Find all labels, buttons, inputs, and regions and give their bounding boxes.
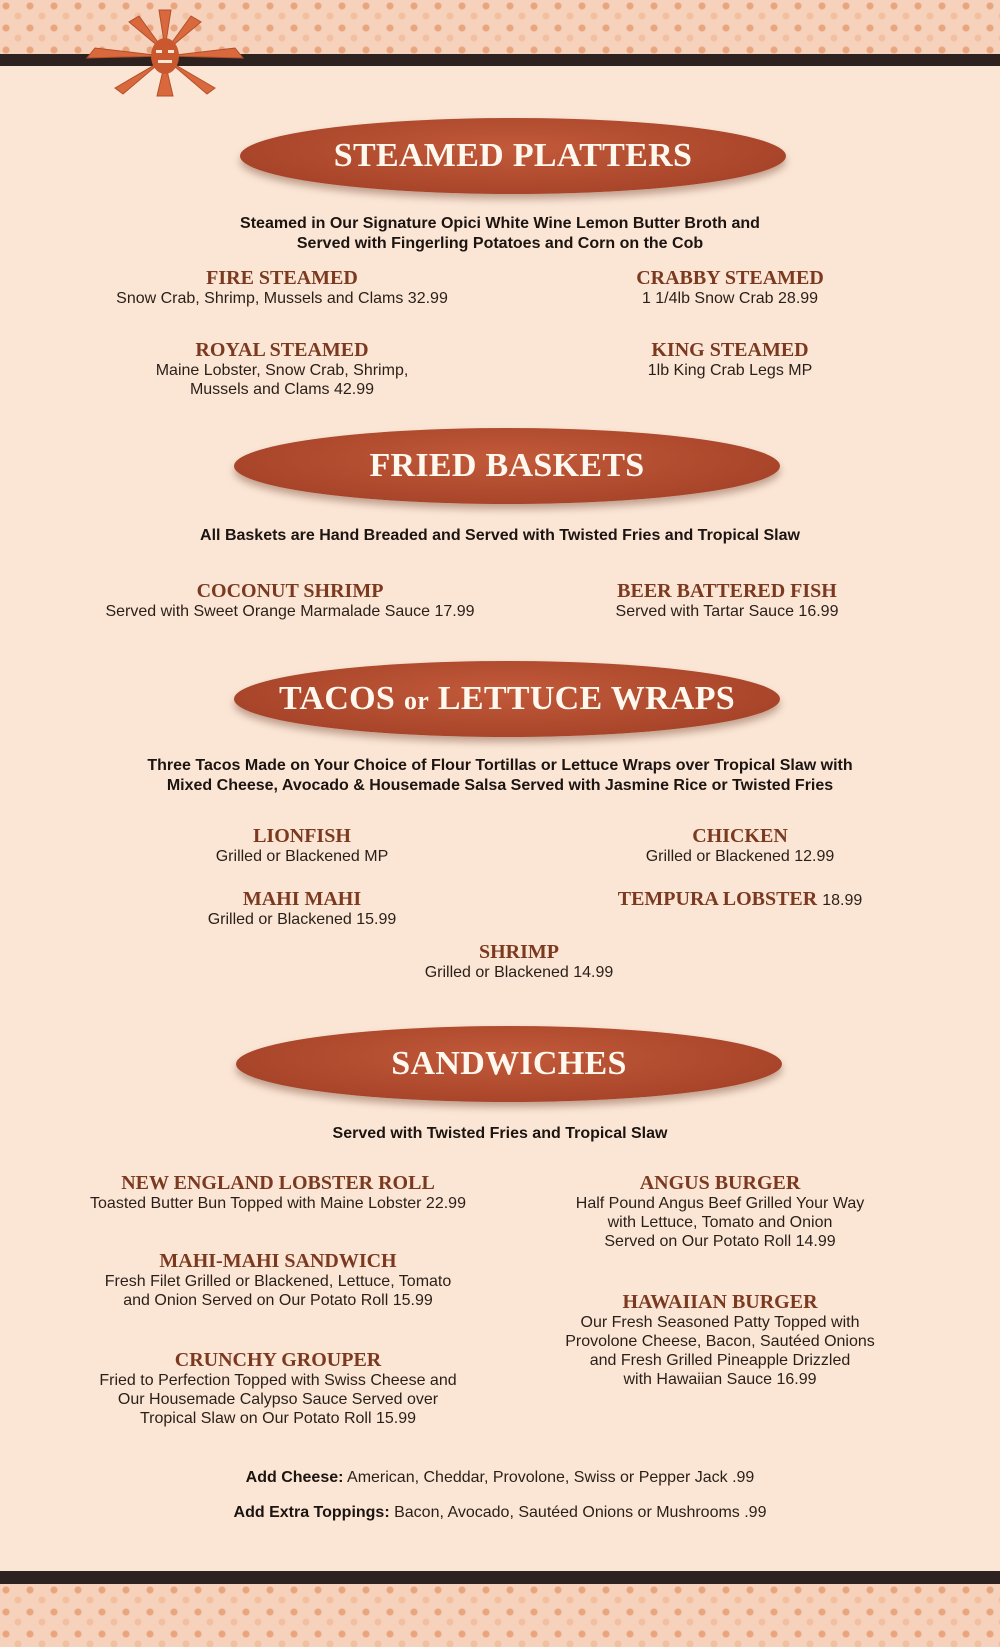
section-banner-sandwiches: [236, 1026, 782, 1102]
title-word: LETTUCE WRAPS: [437, 680, 735, 717]
section-title: STEAMED PLATTERS: [333, 137, 693, 174]
item-desc: Grilled or Blackened 14.99: [424, 964, 614, 981]
menu-item-chicken: [590, 825, 890, 866]
section-title: SANDWICHES: [391, 1045, 627, 1082]
item-desc: Toasted Butter Bun Topped with Maine Lobster 22.99: [90, 1195, 466, 1212]
item-name: LIONFISH: [253, 825, 351, 847]
item-name: MAHI-MAHI SANDWICH: [159, 1250, 397, 1272]
item-desc: Fried to Perfection Topped with Swiss Cheese and: [99, 1372, 457, 1389]
menu-item-mahi-mahi: [152, 888, 452, 929]
item-desc: Grilled or Blackened 12.99: [645, 848, 835, 865]
menu-item-shrimp: [369, 941, 669, 982]
item-name: CRUNCHY GROUPER: [174, 1349, 382, 1371]
intro-line: Mixed Cheese, Avocado & Housemade Salsa Served with Jasmine Rice or Twisted Fries: [166, 777, 834, 794]
intro-line: All Baskets are Hand Breaded and Served with Twisted Fries and Tropical Slaw: [200, 527, 800, 544]
item-name: ROYAL STEAMED: [195, 339, 369, 361]
item-name: NEW ENGLAND LOBSTER ROLL: [121, 1172, 435, 1194]
item-name: MAHI MAHI: [242, 888, 362, 910]
menu-item-crabby-steamed: [580, 267, 880, 308]
addon-text: Bacon, Avocado, Sautéed Onions or Mushrooms .99: [389, 1504, 767, 1521]
item-desc: 1lb King Crab Legs MP: [647, 362, 813, 379]
addon-toppings: [100, 1504, 900, 1522]
section-intro: [100, 756, 900, 796]
section-title: [279, 680, 735, 718]
addon-label: Add Extra Toppings:: [233, 1504, 390, 1521]
item-desc: Snow Crab, Shrimp, Mussels and Clams 32.99: [116, 290, 448, 307]
item-name: ANGUS BURGER: [639, 1172, 801, 1194]
section-banner-fried-baskets: [234, 428, 780, 504]
item-name: COCONUT SHRIMP: [196, 580, 384, 602]
item-desc: Tropical Slaw on Our Potato Roll 15.99: [140, 1410, 416, 1427]
menu-item-mahi-mahi-sandwich: [63, 1250, 493, 1310]
bottom-rule: [0, 1571, 1000, 1585]
item-price: 18.99: [822, 892, 863, 909]
menu-item-angus-burger: [540, 1172, 900, 1251]
menu-item-fire-steamed: [82, 267, 482, 308]
menu-item-crunchy-grouper: [63, 1349, 493, 1428]
item-desc: Served on Our Potato Roll 14.99: [604, 1233, 836, 1250]
item-desc: Half Pound Angus Beef Grilled Your Way: [575, 1195, 865, 1212]
item-desc: Grilled or Blackened 15.99: [207, 911, 397, 928]
item-desc: Served with Sweet Orange Marmalade Sauce 17.99: [105, 603, 475, 620]
menu-item-king-steamed: [580, 339, 880, 380]
item-name: KING STEAMED: [651, 339, 809, 361]
item-desc: with Lettuce, Tomato and Onion: [607, 1214, 833, 1231]
intro-line: Served with Twisted Fries and Tropical Slaw: [332, 1125, 668, 1142]
item-desc: and Onion Served on Our Potato Roll 15.99: [123, 1292, 433, 1309]
intro-line: Served with Fingerling Potatoes and Corn on the Cob: [296, 235, 704, 252]
menu-item-coconut-shrimp: [80, 580, 500, 621]
item-name: FIRE STEAMED: [206, 267, 358, 289]
menu-item-lionfish: [152, 825, 452, 866]
item-desc: 1 1/4lb Snow Crab 28.99: [641, 290, 819, 307]
title-word: TACOS: [279, 680, 396, 717]
item-name: SHRIMP: [479, 941, 559, 963]
intro-line: Steamed in Our Signature Opici White Wine Lemon Butter Broth and: [240, 215, 760, 232]
item-desc: Served with Tartar Sauce 16.99: [615, 603, 839, 620]
item-desc: Fresh Filet Grilled or Blackened, Lettuce, Tomato: [104, 1273, 452, 1290]
menu-item-new-england-lobster-roll: [63, 1172, 493, 1213]
item-name: CRABBY STEAMED: [636, 267, 824, 289]
item-name: BEER BATTERED FISH: [617, 580, 837, 602]
item-desc: Mussels and Clams 42.99: [189, 381, 375, 398]
menu-item-beer-battered-fish: [577, 580, 877, 621]
section-banner-steamed-platters: [240, 118, 786, 194]
item-desc: with Hawaiian Sauce 16.99: [623, 1371, 817, 1388]
section-intro: [100, 526, 900, 546]
title-word: or: [403, 686, 430, 715]
section-intro: [100, 214, 900, 254]
item-desc: and Fresh Grilled Pineapple Drizzled: [589, 1352, 851, 1369]
intro-line: Three Tacos Made on Your Choice of Flour Tortillas or Lettuce Wraps over Tropical Slaw with: [147, 757, 853, 774]
menu-item-hawaiian-burger: [540, 1291, 900, 1389]
addon-text: American, Cheddar, Provolone, Swiss or Pepper Jack .99: [343, 1469, 755, 1486]
item-desc: Our Housemade Calypso Sauce Served over: [117, 1391, 439, 1408]
item-name: TEMPURA LOBSTER: [617, 888, 818, 910]
section-intro: [100, 1124, 900, 1144]
menu-item-royal-steamed: [82, 339, 482, 399]
item-name: CHICKEN: [692, 825, 788, 847]
item-desc: Grilled or Blackened MP: [215, 848, 389, 865]
item-desc: Maine Lobster, Snow Crab, Shrimp,: [155, 362, 409, 379]
item-name: HAWAIIAN BURGER: [622, 1291, 818, 1313]
bottom-pattern-band: [0, 1584, 1000, 1647]
menu-item-tempura-lobster: [590, 888, 890, 912]
addon-label: Add Cheese:: [245, 1469, 344, 1486]
section-title: FRIED BASKETS: [369, 447, 645, 484]
item-desc: Provolone Cheese, Bacon, Sautéed Onions: [565, 1333, 875, 1350]
item-desc: Our Fresh Seasoned Patty Topped with: [580, 1314, 860, 1331]
addon-cheese: [100, 1469, 900, 1487]
section-banner-tacos-lettuce-wraps: [234, 661, 780, 737]
